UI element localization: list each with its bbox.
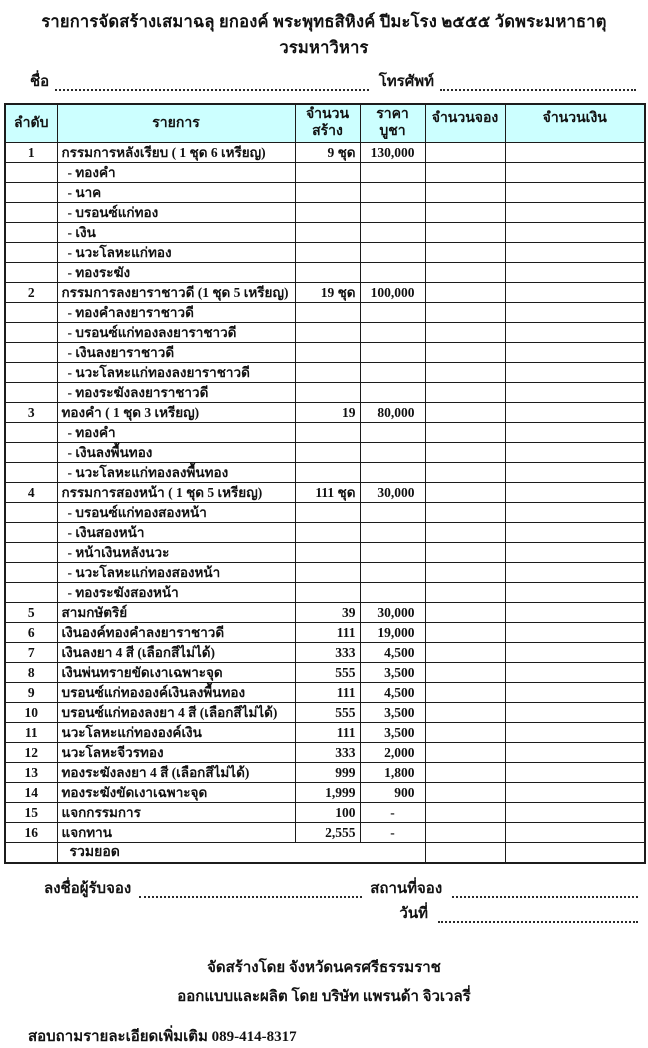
reserve-qty-cell[interactable] xyxy=(425,142,505,162)
price-cell: 130,000 xyxy=(360,142,425,162)
price-cell xyxy=(360,182,425,202)
item-name-cell: - นวะโลหะแก่ทองลงยาราชาวดี xyxy=(57,362,295,382)
item-row xyxy=(5,602,645,622)
quantity-made-cell xyxy=(295,442,360,462)
quantity-made-cell: 111 xyxy=(295,682,360,702)
item-row xyxy=(5,142,645,162)
amount-cell[interactable] xyxy=(505,502,645,522)
amount-cell[interactable] xyxy=(505,282,645,302)
sub-item-row xyxy=(5,562,645,582)
reserve-qty-cell[interactable] xyxy=(425,242,505,262)
item-name-cell: - หน้าเงินหลังนวะ xyxy=(57,542,295,562)
amount-cell[interactable] xyxy=(505,482,645,502)
item-name-cell: - เงินลงพื้นทอง xyxy=(57,442,295,462)
quantity-made-cell: 111 xyxy=(295,722,360,742)
amount-cell[interactable] xyxy=(505,582,645,602)
item-name-cell: - นาค xyxy=(57,182,295,202)
total-row xyxy=(5,842,645,863)
price-cell: 100,000 xyxy=(360,282,425,302)
quantity-made-cell xyxy=(295,322,360,342)
item-name-cell: - เงินลงยาราชาวดี xyxy=(57,342,295,362)
quantity-made-cell xyxy=(295,422,360,442)
item-row xyxy=(5,282,645,302)
item-row xyxy=(5,662,645,682)
item-name-cell: ทองระฆังขัดเงาเฉพาะจุด xyxy=(57,782,295,802)
signature-line[interactable] xyxy=(139,883,362,898)
row-number-cell xyxy=(5,542,57,562)
header-amount: จำนวนเงิน xyxy=(505,104,645,142)
price-cell xyxy=(360,162,425,182)
item-row xyxy=(5,702,645,722)
item-name-cell: - เงิน xyxy=(57,222,295,242)
item-name-cell: บรอนซ์แก่ทององค์เงินลงพื้นทอง xyxy=(57,682,295,702)
amount-cell[interactable] xyxy=(505,402,645,422)
name-label: ชื่อ xyxy=(30,74,50,90)
reserve-qty-cell[interactable] xyxy=(425,222,505,242)
row-number-cell: 16 xyxy=(5,822,57,842)
sub-item-row xyxy=(5,582,645,602)
sub-item-row xyxy=(5,202,645,222)
item-name-cell: แจกทาน xyxy=(57,822,295,842)
sign-label: ลงชื่อผู้รับจอง xyxy=(44,880,132,897)
price-cell xyxy=(360,542,425,562)
header-price: ราคา บูชา xyxy=(360,104,425,142)
item-name-cell: แจกกรรมการ xyxy=(57,802,295,822)
price-cell xyxy=(360,362,425,382)
amount-cell[interactable] xyxy=(505,382,645,402)
amount-cell[interactable] xyxy=(505,782,645,802)
price-cell: - xyxy=(360,802,425,822)
price-cell: 3,500 xyxy=(360,662,425,682)
signature-row xyxy=(44,878,638,900)
amount-cell[interactable] xyxy=(505,142,645,162)
sub-item-row xyxy=(5,222,645,242)
phone-label: โทรศัพท์ xyxy=(378,74,435,90)
reserve-qty-cell[interactable] xyxy=(425,822,505,842)
price-cell: 4,500 xyxy=(360,642,425,662)
reserve-qty-cell[interactable] xyxy=(425,702,505,722)
price-cell: 3,500 xyxy=(360,722,425,742)
item-name-cell: - บรอนซ์แก่ทอง xyxy=(57,202,295,222)
amount-cell[interactable] xyxy=(505,362,645,382)
item-row xyxy=(5,622,645,642)
sub-item-row xyxy=(5,542,645,562)
sub-item-row xyxy=(5,302,645,322)
name-phone-row xyxy=(30,73,636,93)
table-header xyxy=(5,104,645,142)
quantity-made-cell: 100 xyxy=(295,802,360,822)
amount-cell[interactable] xyxy=(505,302,645,322)
reserve-qty-cell[interactable] xyxy=(425,802,505,822)
sub-item-row xyxy=(5,462,645,482)
quantity-made-cell: 333 xyxy=(295,642,360,662)
reserve-qty-total-cell[interactable] xyxy=(425,842,505,863)
quantity-made-cell xyxy=(295,302,360,322)
amount-cell[interactable] xyxy=(505,262,645,282)
row-number-cell xyxy=(5,462,57,482)
price-cell xyxy=(360,502,425,522)
row-number-cell: 9 xyxy=(5,682,57,702)
sub-item-row xyxy=(5,182,645,202)
amount-cell[interactable] xyxy=(505,242,645,262)
reserve-qty-cell[interactable] xyxy=(425,282,505,302)
quantity-made-cell: 19 ชุด xyxy=(295,282,360,302)
row-number-cell: 10 xyxy=(5,702,57,722)
price-cell xyxy=(360,262,425,282)
reserve-qty-cell[interactable] xyxy=(425,422,505,442)
date-line[interactable] xyxy=(438,908,638,923)
amount-cell[interactable] xyxy=(505,762,645,782)
reserve-qty-cell[interactable] xyxy=(425,542,505,562)
row-number-cell xyxy=(5,182,57,202)
amount-cell[interactable] xyxy=(505,682,645,702)
price-cell: 3,500 xyxy=(360,702,425,722)
row-number-cell: 15 xyxy=(5,802,57,822)
reserve-qty-cell[interactable] xyxy=(425,562,505,582)
quantity-made-cell: 111 ชุด xyxy=(295,482,360,502)
sub-item-row xyxy=(5,342,645,362)
quantity-made-cell: 555 xyxy=(295,702,360,722)
item-name-cell: กรรมการลงยาราชาวดี (1 ชุด 5 เหรียญ) xyxy=(57,282,295,302)
row-number-cell xyxy=(5,222,57,242)
amount-cell[interactable] xyxy=(505,642,645,662)
reserve-qty-cell[interactable] xyxy=(425,762,505,782)
item-name-cell: นวะโลหะจีวรทอง xyxy=(57,742,295,762)
item-name-cell: เงินองค์ทองคำลงยาราชาวดี xyxy=(57,622,295,642)
reserve-qty-cell[interactable] xyxy=(425,662,505,682)
price-cell: 30,000 xyxy=(360,482,425,502)
price-cell xyxy=(360,562,425,582)
quantity-made-cell: 39 xyxy=(295,602,360,622)
quantity-made-cell xyxy=(295,502,360,522)
item-name-cell: - บรอนซ์แก่ทองลงยาราชาวดี xyxy=(57,322,295,342)
header-item: รายการ xyxy=(57,104,295,142)
quantity-made-cell xyxy=(295,462,360,482)
amount-cell[interactable] xyxy=(505,662,645,682)
reserve-qty-cell[interactable] xyxy=(425,722,505,742)
row-number-cell: 4 xyxy=(5,482,57,502)
item-name-cell: - นวะโลหะแก่ทองสองหน้า xyxy=(57,562,295,582)
row-number-cell: 1 xyxy=(5,142,57,162)
reserve-qty-cell[interactable] xyxy=(425,202,505,222)
amount-cell[interactable] xyxy=(505,702,645,722)
row-number-cell: 11 xyxy=(5,722,57,742)
price-cell xyxy=(360,202,425,222)
quantity-made-cell xyxy=(295,522,360,542)
price-cell xyxy=(360,342,425,362)
item-row xyxy=(5,782,645,802)
item-row xyxy=(5,642,645,662)
item-name-cell: - ทองระฆังสองหน้า xyxy=(57,582,295,602)
header-no: ลำดับ xyxy=(5,104,57,142)
reserve-qty-cell[interactable] xyxy=(425,442,505,462)
header-qty-made: จำนวน สร้าง xyxy=(295,104,360,142)
row-number-cell xyxy=(5,322,57,342)
amount-cell[interactable] xyxy=(505,182,645,202)
reserve-qty-cell[interactable] xyxy=(425,262,505,282)
amount-cell[interactable] xyxy=(505,322,645,342)
amount-cell[interactable] xyxy=(505,542,645,562)
reserve-qty-cell[interactable] xyxy=(425,162,505,182)
item-name-cell: - บรอนซ์แก่ทองสองหน้า xyxy=(57,502,295,522)
item-row xyxy=(5,482,645,502)
item-name-cell: สามกษัตริย์ xyxy=(57,602,295,622)
reserve-qty-cell[interactable] xyxy=(425,642,505,662)
quantity-made-cell: 2,555 xyxy=(295,822,360,842)
amount-cell[interactable] xyxy=(505,342,645,362)
row-number-cell: 12 xyxy=(5,742,57,762)
amount-cell[interactable] xyxy=(505,622,645,642)
item-name-cell: - ทองคำ xyxy=(57,422,295,442)
price-cell xyxy=(360,462,425,482)
amount-cell[interactable] xyxy=(505,462,645,482)
name-input-line[interactable] xyxy=(55,76,369,91)
reserve-qty-cell[interactable] xyxy=(425,602,505,622)
amount-total-cell[interactable] xyxy=(505,842,645,863)
price-cell xyxy=(360,422,425,442)
item-row xyxy=(5,402,645,422)
price-cell xyxy=(360,302,425,322)
quantity-made-cell xyxy=(295,242,360,262)
item-name-cell: - ทองคำลงยาราชาวดี xyxy=(57,302,295,322)
made-by-credit: จัดสร้างโดย จังหวัดนครศรีธรรมราช xyxy=(207,959,441,976)
quantity-made-cell: 555 xyxy=(295,662,360,682)
item-name-cell: เงินลงยา 4 สี (เลือกสีไม่ได้) xyxy=(57,642,295,662)
reserve-qty-cell[interactable] xyxy=(425,382,505,402)
item-row xyxy=(5,722,645,742)
quantity-made-cell xyxy=(295,562,360,582)
quantity-made-cell xyxy=(295,222,360,242)
reserve-qty-cell[interactable] xyxy=(425,502,505,522)
row-number-cell xyxy=(5,582,57,602)
reserve-qty-cell[interactable] xyxy=(425,342,505,362)
amount-cell[interactable] xyxy=(505,422,645,442)
reserve-qty-cell[interactable] xyxy=(425,182,505,202)
quantity-made-cell: 333 xyxy=(295,742,360,762)
sub-item-row xyxy=(5,502,645,522)
row-number-cell: 14 xyxy=(5,782,57,802)
sub-item-row xyxy=(5,322,645,342)
row-number-cell xyxy=(5,382,57,402)
item-name-cell: กรรมการสองหน้า ( 1 ชุด 5 เหรียญ) xyxy=(57,482,295,502)
item-row xyxy=(5,822,645,842)
sub-item-row xyxy=(5,382,645,402)
row-number-cell xyxy=(5,162,57,182)
item-name-cell: ทองคำ ( 1 ชุด 3 เหรียญ) xyxy=(57,402,295,422)
header-row xyxy=(5,104,645,142)
amount-cell[interactable] xyxy=(505,442,645,462)
date-row xyxy=(0,903,638,925)
total-label-cell: รวมยอด xyxy=(57,842,425,863)
item-name-cell: - ทองคำ xyxy=(57,162,295,182)
item-name-cell: นวะโลหะแก่ทององค์เงิน xyxy=(57,722,295,742)
amount-cell[interactable] xyxy=(505,802,645,822)
row-number-cell xyxy=(5,342,57,362)
header-reserve-qty: จำนวนจอง xyxy=(425,104,505,142)
row-number-cell: 8 xyxy=(5,662,57,682)
reserve-qty-cell[interactable] xyxy=(425,362,505,382)
item-row xyxy=(5,742,645,762)
row-number-cell: 3 xyxy=(5,402,57,422)
row-number-cell xyxy=(5,242,57,262)
order-table-body xyxy=(5,142,645,863)
item-row xyxy=(5,682,645,702)
phone-input-line[interactable] xyxy=(440,76,636,91)
item-name-cell: กรรมการหลังเรียบ ( 1 ชุด 6 เหรียญ) xyxy=(57,142,295,162)
reserve-qty-cell[interactable] xyxy=(425,322,505,342)
date-label: วันที่ xyxy=(399,905,428,922)
row-number-cell xyxy=(5,422,57,442)
price-cell: 4,500 xyxy=(360,682,425,702)
sub-item-row xyxy=(5,262,645,282)
item-name-cell: ทองระฆังลงยา 4 สี (เลือกสีไม่ได้) xyxy=(57,762,295,782)
quantity-made-cell xyxy=(295,582,360,602)
amount-cell[interactable] xyxy=(505,602,645,622)
price-cell xyxy=(360,242,425,262)
row-number-cell xyxy=(5,362,57,382)
page-title: รายการจัดสร้างเสมาฉลุ ยกองค์ พระพุทธสิหิงค์ ปีมะโรง ๒๕๕๕ วัดพระมหาธาตุวรมหาวิหาร xyxy=(41,12,607,57)
reserve-qty-cell[interactable] xyxy=(425,742,505,762)
row-number-cell: 7 xyxy=(5,642,57,662)
price-cell: 19,000 xyxy=(360,622,425,642)
row-number-cell xyxy=(5,842,57,863)
item-name-cell: - เงินสองหน้า xyxy=(57,522,295,542)
reserve-qty-cell[interactable] xyxy=(425,482,505,502)
reserve-qty-cell[interactable] xyxy=(425,782,505,802)
quantity-made-cell: 9 ชุด xyxy=(295,142,360,162)
row-number-cell xyxy=(5,262,57,282)
price-cell: 900 xyxy=(360,782,425,802)
reserve-qty-cell[interactable] xyxy=(425,622,505,642)
amount-cell[interactable] xyxy=(505,722,645,742)
price-cell xyxy=(360,382,425,402)
reserve-qty-cell[interactable] xyxy=(425,462,505,482)
sub-item-row xyxy=(5,442,645,462)
item-row xyxy=(5,762,645,782)
price-cell: 1,800 xyxy=(360,762,425,782)
amount-cell[interactable] xyxy=(505,222,645,242)
quantity-made-cell: 19 xyxy=(295,402,360,422)
place-label: สถานที่จอง xyxy=(370,880,443,897)
item-name-cell: - ทองระฆัง xyxy=(57,262,295,282)
row-number-cell: 5 xyxy=(5,602,57,622)
reserve-qty-cell[interactable] xyxy=(425,582,505,602)
item-name-cell: บรอนซ์แก่ทองลงยา 4 สี (เลือกสีไม่ได้) xyxy=(57,702,295,722)
row-number-cell: 13 xyxy=(5,762,57,782)
row-number-cell xyxy=(5,502,57,522)
place-line[interactable] xyxy=(452,883,638,898)
reserve-qty-cell[interactable] xyxy=(425,402,505,422)
amount-cell[interactable] xyxy=(505,162,645,182)
price-cell xyxy=(360,582,425,602)
reserve-qty-cell[interactable] xyxy=(425,302,505,322)
row-number-cell xyxy=(5,562,57,582)
price-cell xyxy=(360,322,425,342)
amount-cell[interactable] xyxy=(505,522,645,542)
quantity-made-cell xyxy=(295,342,360,362)
sub-item-row xyxy=(5,242,645,262)
item-name-cell: เงินพ่นทรายขัดเงาเฉพาะจุด xyxy=(57,662,295,682)
row-number-cell xyxy=(5,522,57,542)
amount-cell[interactable] xyxy=(505,202,645,222)
quantity-made-cell xyxy=(295,202,360,222)
price-cell: 80,000 xyxy=(360,402,425,422)
quantity-made-cell xyxy=(295,162,360,182)
price-cell xyxy=(360,222,425,242)
item-row xyxy=(5,802,645,822)
amount-cell[interactable] xyxy=(505,822,645,842)
row-number-cell xyxy=(5,302,57,322)
quantity-made-cell xyxy=(295,262,360,282)
row-number-cell xyxy=(5,202,57,222)
sub-item-row xyxy=(5,362,645,382)
price-cell xyxy=(360,442,425,462)
price-cell: 30,000 xyxy=(360,602,425,622)
quantity-made-cell xyxy=(295,542,360,562)
quantity-made-cell xyxy=(295,382,360,402)
reserve-qty-cell[interactable] xyxy=(425,522,505,542)
quantity-made-cell: 1,999 xyxy=(295,782,360,802)
item-name-cell: - ทองระฆังลงยาราชาวดี xyxy=(57,382,295,402)
row-number-cell xyxy=(5,442,57,462)
order-table xyxy=(4,103,646,864)
amount-cell[interactable] xyxy=(505,742,645,762)
row-number-cell: 6 xyxy=(5,622,57,642)
item-name-cell: - นวะโลหะแก่ทอง xyxy=(57,242,295,262)
sub-item-row xyxy=(5,162,645,182)
sub-item-row xyxy=(5,422,645,442)
quantity-made-cell: 111 xyxy=(295,622,360,642)
quantity-made-cell xyxy=(295,362,360,382)
price-cell xyxy=(360,522,425,542)
reserve-qty-cell[interactable] xyxy=(425,682,505,702)
sub-item-row xyxy=(5,522,645,542)
price-cell: 2,000 xyxy=(360,742,425,762)
designed-by-credit: ออกแบบและผลิต โดย บริษัท แพรนด้า จิวเวลรี่ xyxy=(177,988,471,1005)
item-name-cell: - นวะโลหะแก่ทองลงพื้นทอง xyxy=(57,462,295,482)
row-number-cell: 2 xyxy=(5,282,57,302)
quantity-made-cell: 999 xyxy=(295,762,360,782)
quantity-made-cell xyxy=(295,182,360,202)
price-cell: - xyxy=(360,822,425,842)
amount-cell[interactable] xyxy=(505,562,645,582)
contact-phone: สอบถามรายละเอียดเพิ่มเติม 089-414-8317 xyxy=(28,1028,297,1045)
